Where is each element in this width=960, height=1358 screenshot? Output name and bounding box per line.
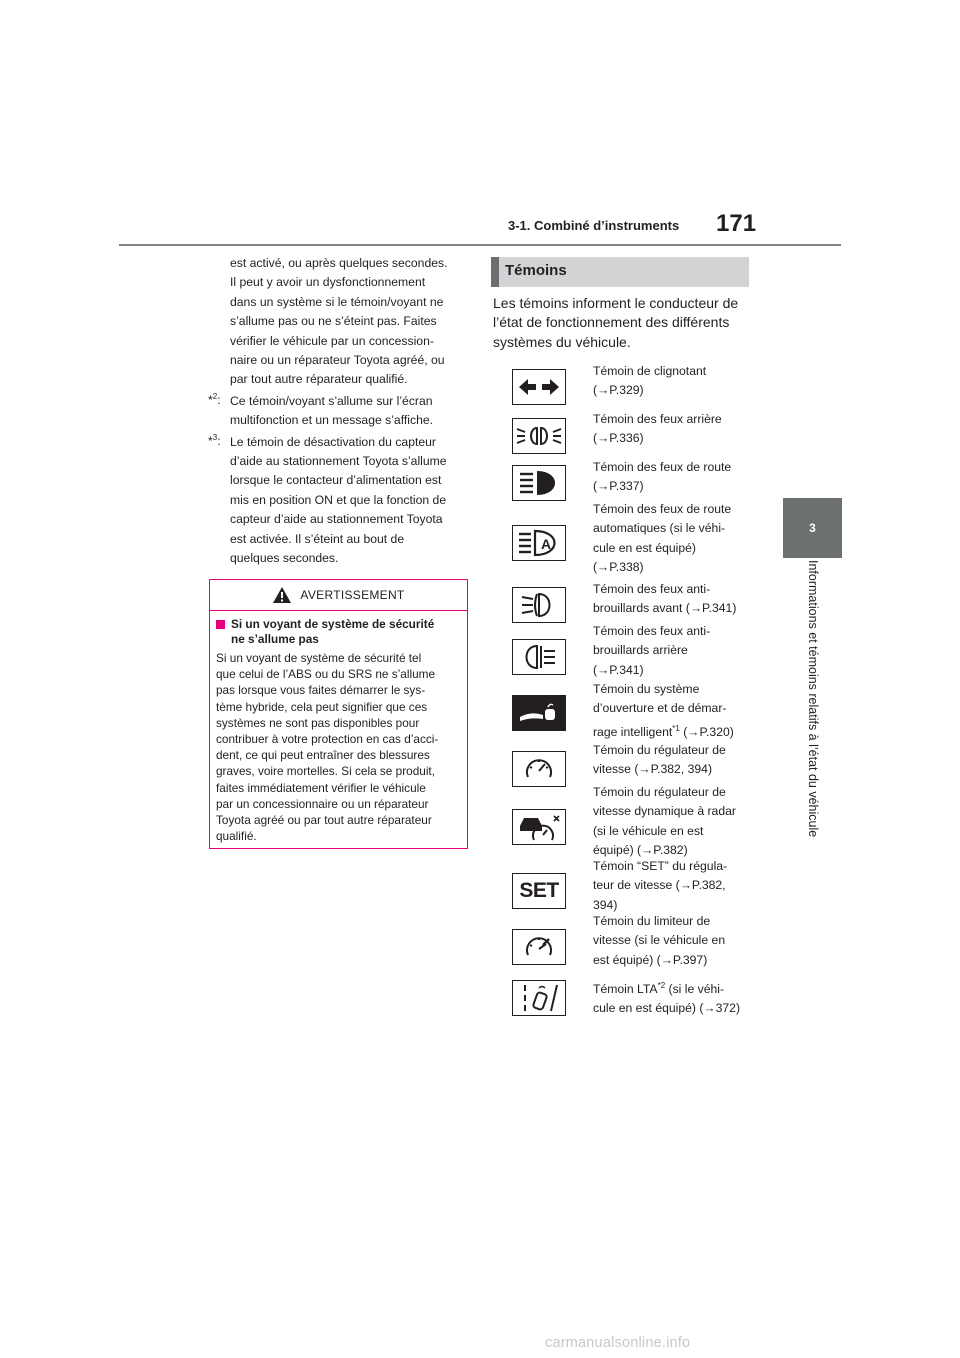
text-line: Témoin du régulateur de: [593, 743, 726, 757]
text-line: (→P.337): [593, 479, 644, 494]
text-line: Témoin des feux anti-: [593, 582, 711, 596]
indicator-description: [593, 783, 758, 861]
subtitle-line: Si un voyant de système de sécurité: [231, 617, 435, 631]
indicator-description: [593, 500, 758, 578]
automatic-high-beam-icon: [512, 525, 566, 561]
subtitle-line: ne s’allume pas: [231, 632, 319, 646]
set-indicator-icon: [512, 873, 566, 909]
text-line: Il peut y avoir un dysfonctionnement: [230, 275, 426, 290]
warning-triangle-icon: [272, 586, 292, 604]
text-line: est activé, ou après quelques secondes.: [230, 256, 448, 270]
indicator-description: [593, 976, 758, 1019]
text-line: naire ou un réparateur Toyota agréé, ou: [230, 353, 445, 368]
tail-lights-icon: [512, 418, 566, 454]
text-line: Témoin “SET” du régula-: [593, 859, 728, 873]
warning-header: [210, 580, 467, 611]
front-fog-light-icon: [512, 587, 566, 623]
text-line: s’allume pas ou ne s’éteint pas. Faites: [230, 314, 437, 329]
text-line: Témoin du système: [593, 682, 700, 696]
text-line: quelques secondes.: [230, 551, 339, 566]
text-line: Témoin des feux anti-: [593, 624, 711, 638]
text-line: vitesse dynamique à radar: [593, 804, 736, 819]
footnote-ref: *1: [672, 723, 680, 733]
lane-tracing-assist-icon: [512, 980, 566, 1016]
text-line: Témoin des feux arrière: [593, 412, 722, 426]
text-line: faites immédiatement vérifier le véhicule: [216, 780, 426, 795]
text-line: dans un système si le témoin/voyant ne: [230, 294, 444, 309]
text-line: pas lorsque vous faites démarrer le sys-: [216, 683, 426, 698]
warning-box: [209, 579, 468, 849]
text-line: cule en est équipé): [593, 540, 696, 555]
text-line: est équipé) (→P.397): [593, 952, 708, 967]
text-line: vérifier le véhicule par un concession-: [230, 333, 434, 348]
indicator-description: [593, 410, 758, 449]
radar-cruise-control-icon: [512, 809, 566, 845]
footnote-3: [208, 433, 473, 569]
left-column-text: [208, 254, 473, 569]
svg-text:A: A: [541, 536, 552, 552]
text-line: qualifié.: [216, 829, 257, 844]
text-line: teur de vitesse (→P.382,: [593, 878, 726, 893]
speed-limiter-icon: [512, 929, 566, 965]
text-line: vitesse (si le véhicule en: [593, 933, 726, 948]
intro-paragraph: [493, 294, 755, 352]
text-line: systèmes du véhicule.: [493, 333, 631, 350]
text-line: (→P.336): [593, 431, 644, 446]
text-line: vitesse (→P.382, 394): [593, 762, 713, 777]
chapter-title-container: [783, 560, 842, 880]
text-line: d’ouverture et de démar-: [593, 701, 727, 716]
text-fragment: (si le véhi-: [665, 982, 725, 997]
set-icon-label: SET: [519, 879, 559, 902]
text-line: (→P.329): [593, 383, 644, 398]
text-line: l’état de fonctionnement des différents: [493, 314, 730, 331]
text-line: (→P.338): [593, 560, 644, 575]
text-line: Témoin des feux de route: [593, 502, 732, 516]
text-line: par un concessionnaire ou un réparateur: [216, 796, 429, 811]
text-line: mis en position ON et que la fonction de: [230, 492, 447, 507]
footnote-number: 2: [212, 391, 218, 401]
indicator-description: [593, 857, 758, 915]
continuation-paragraph: [208, 254, 473, 390]
text-fragment: rage intelligent: [593, 724, 673, 739]
text-line: (→P.341): [593, 662, 644, 677]
indicator-description: [593, 680, 758, 742]
text-line: Toyota agréé ou par tout autre réparateur: [216, 813, 432, 828]
text-line: Les témoins informent le conducteur de: [493, 295, 739, 311]
text-line: [593, 719, 758, 742]
text-line: Témoin de clignotant: [593, 364, 707, 378]
indicator-description: [593, 622, 758, 680]
warning-body: [210, 647, 467, 844]
warning-subtitle: [210, 611, 467, 647]
text-line: Si un voyant de système de sécurité tel: [216, 651, 422, 665]
text-line: équipé) (→P.382): [593, 843, 688, 858]
text-fragment: Témoin LTA: [593, 982, 658, 997]
header-divider: [119, 244, 841, 246]
text-line: multifonction et un message s’affiche.: [230, 413, 434, 428]
text-line: automatiques (si le véhi-: [593, 521, 726, 536]
text-line: Témoin des feux de route: [593, 460, 732, 474]
text-line: capteur d’aide au stationnement Toyota: [230, 512, 443, 527]
turn-signal-arrows-icon: [512, 369, 566, 405]
text-line: est activée. Il s’éteint au bout de: [230, 531, 405, 546]
footnote-ref: *2: [657, 981, 666, 990]
footnote-mark: *$^3$:: [208, 432, 221, 448]
text-line: [593, 976, 758, 999]
indicator-description: [593, 580, 758, 619]
indicator-description: [593, 458, 758, 497]
text-line: que celui de l’ABS ou du SRS ne s’allume: [216, 667, 436, 682]
text-fragment: (→P.320): [679, 724, 734, 739]
text-line: Témoin du limiteur de: [593, 914, 711, 928]
smart-entry-key-icon: [512, 695, 566, 731]
text-line: 394): [593, 897, 618, 912]
text-line: tème hybride, cela peut signifier que ces: [216, 699, 428, 714]
text-line: (si le véhicule en est: [593, 823, 704, 838]
warning-title: AVERTISSEMENT: [300, 588, 405, 602]
text-line: d’aide au stationnement Toyota s’allume: [230, 454, 447, 469]
bullet-square-icon: [216, 620, 225, 629]
chapter-number-tab: 3: [783, 498, 842, 558]
footnote-2: [208, 392, 473, 431]
text-line: par tout autre réparateur qualifié.: [230, 372, 408, 387]
footnote-number: 3: [212, 432, 218, 442]
text-line: systèmes ne sont pas disponibles pour: [216, 715, 420, 730]
cruise-control-icon: [512, 751, 566, 787]
indicator-description: [593, 741, 758, 780]
high-beam-icon: [512, 465, 566, 501]
footnote-mark: *$^2$:: [208, 391, 221, 407]
indicator-description: [593, 362, 758, 401]
section-heading: Témoins: [505, 262, 567, 279]
text-line: brouillards avant (→P.341): [593, 601, 737, 616]
text-line: lorsque le contacteur d’alimentation est: [230, 473, 442, 488]
text-line: Ce témoin/voyant s’allume sur l’écran: [230, 393, 433, 408]
indicator-description: [593, 912, 758, 970]
text-line: cule en est équipé) (→372): [593, 1001, 741, 1016]
text-line: dent, ce qui peut entraîner des blessures: [216, 748, 430, 763]
page-number: 171: [716, 210, 757, 237]
text-line: contribuer à votre protection en cas d’acci-: [216, 732, 439, 747]
rear-fog-light-icon: [512, 639, 566, 675]
text-line: Le témoin de désactivation du capteur: [230, 434, 436, 449]
watermark: carmanualsonline.info: [545, 1335, 691, 1351]
text-line: brouillards arrière: [593, 643, 688, 658]
chapter-title: Informations et témoins relatifs à l’état du véhicule: [805, 560, 820, 838]
section-title: 3-1. Combiné d’instruments: [508, 218, 680, 233]
text-line: graves, voire mortelles. Si cela se produit,: [216, 764, 435, 779]
text-line: Témoin du régulateur de: [593, 785, 726, 799]
